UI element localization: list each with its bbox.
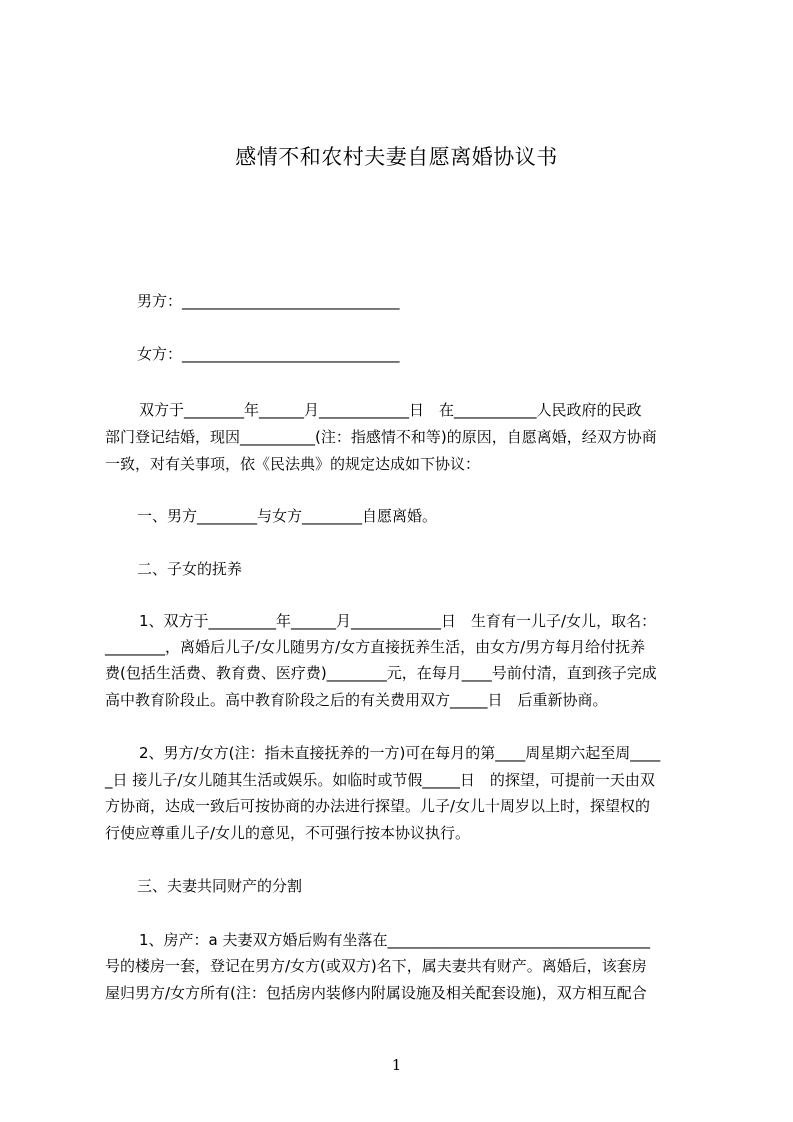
custody-item-2-line: 方协商，达成一致后可按协商的办法进行探望。儿子/女儿十周岁以上时，探望权的 (105, 797, 651, 815)
custody-item-2-line: 2、男方/女方(注：指未直接抚养的一方)可在每月的第____周星期六起至周____ (139, 744, 661, 762)
intro-line: 一致，对有关事项，依《民法典》的规定达成如下协议： (105, 455, 481, 473)
property-item-1-line: 1、房产：a 夫妻双方婚后购有坐落在___________________________________ (139, 931, 651, 949)
property-item-1-line: 号的楼房一套，登记在男方/女方(或双方)名下，属夫妻共有财产。离婚后，该套房 (105, 957, 647, 975)
intro-line: 部门登记结婚，现因__________(注：指感情不和等)的原因，自愿离婚，经双方协商 (105, 428, 657, 446)
custody-item-1-line: 高中教育阶段止。高中教育阶段之后的有关费用双方_____日 后重新协商。 (105, 691, 608, 709)
page-number: 1 (391, 1056, 402, 1074)
custody-item-1-line: 费(包括生活费、教育费、医疗费)________元，在每月____号前付清，直到孩子完成 (105, 664, 657, 682)
custody-item-1-line: 1、双方于_________年______月____________日 生育有一儿子/女儿，取名： (139, 612, 657, 630)
property-item-1-line: 屋归男方/女方所有(注：包括房内装修内附属设施及相关配套设施)，双方相互配合 (105, 984, 647, 1002)
intro-line: 双方于________年______月____________日 在___________人民政府的民政 (139, 401, 642, 419)
custody-item-2-line: 行使应尊重儿子/女儿的意见，不可强行按本协议执行。 (105, 824, 471, 842)
male-party-line: 男方：_____________________________ (137, 292, 400, 310)
section-heading-property: 三、夫妻共同财产的分割 (137, 877, 303, 895)
page-title: 感情不和农村夫妻自愿离婚协议书 (235, 145, 558, 169)
custody-item-2-line: _日 接儿子/女儿随其生活或娱乐。如临时或节假_____日 的探望，可提前一天由双 (105, 771, 655, 789)
female-party-line: 女方：_____________________________ (137, 345, 400, 363)
clause-one: 一、男方________与女方________自愿离婚。 (137, 507, 438, 525)
section-heading-children: 二、子女的抚养 (137, 560, 243, 578)
custody-item-1-line: ________，离婚后儿子/女儿随男方/女方直接抚养生活，由女方/男方每月给付抚养 (105, 638, 646, 656)
